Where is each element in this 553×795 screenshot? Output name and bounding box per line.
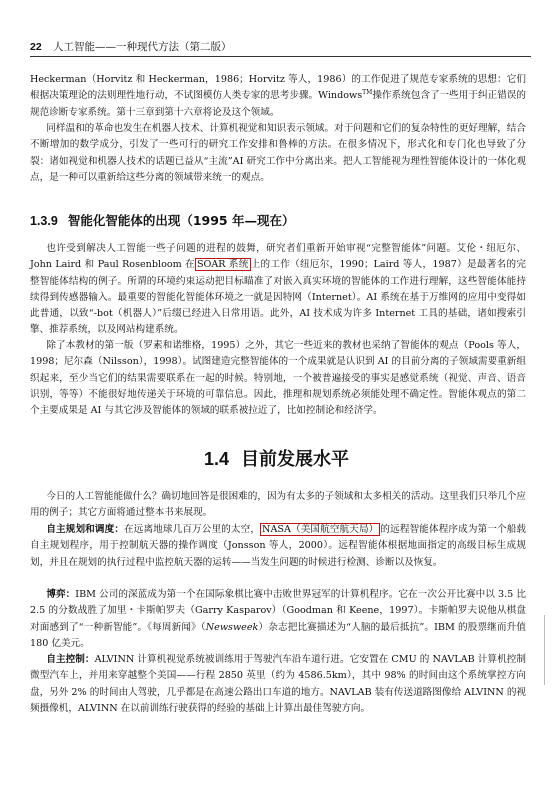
page-header (30, 40, 531, 57)
trademark-mark: TM (362, 89, 373, 97)
section-heading-1-4 (0, 445, 553, 471)
planning-label: 自主规划和调度： (46, 524, 125, 535)
section-title: 目前发展水平 (241, 449, 350, 470)
paragraph-heckerman (30, 72, 526, 121)
para8-text: ALVINN 计算机视觉系统被训练用于驾驶汽车沿车道行进。它安置在 CMU 的 NAVLAB 计算机控制微型汽车上，并用来穿越整个美国——行程 2850 英里（约为 4586.5km），其中 98% 的时间由这个系统掌控方向盘，另外 2% 的时间由人驾驶，几乎都是在高速公路出口车道的地方。NAVLAB 装有传送道路图像给 ALVINN 的视频摄像机，ALVINN 在以前训练行驶获得的经验的基础上计算出最佳驾驶方向。 (30, 654, 527, 714)
section-title: 智能化智能体的出现（1995 年—现在） (67, 213, 295, 228)
soar-highlight-box: SOAR 系统 (196, 259, 249, 271)
para3-text-b: 上的工作（纽厄尔，1990；Laird 等人，1987）是最著名的完整智能体结构的例子。所谓的环境约束运动把目标瞄准了对嵌入真实环境的智能体的工作进行理解，这些智能体能持续得到传感器输入。最重要的智能化智能体环境之一就是因特网（Internet）。AI 系统在基于万维网的应用中变得如此普通，以致“-bot（机器人）”后缀已经进入日常用语。此外，AI 技术成为许多 Internet 工具的基础，诸如搜索引擎、推荐系统，以及网站构建系统。 (30, 259, 526, 336)
book-title: 人工智能——一种现代方法（第二版） (53, 41, 232, 53)
newsweek-italic: Newsweek (205, 621, 259, 633)
page-number: 22 (30, 41, 42, 53)
nasa-highlight-box: NASA（美国航空航天局） (262, 524, 379, 535)
para1-text-b: 操作系统包含了一些用于纠正错误的规范诊断专家系统。第十三章到第十六章将论及这个领域。 (30, 90, 526, 118)
paragraph-intelligent-agents (30, 241, 526, 339)
paragraph-games (30, 587, 526, 652)
para7-text-b: ）杂志把比赛描述为“人脑的最后抵抗”。IBM 的股票继而升值 180 亿美元。 (30, 621, 526, 649)
section-heading-1-3-9 (30, 211, 294, 229)
paragraph-today: 今日的人工智能能做什么？确切地回答是很困难的，因为有太多的子领域和太多相关的活动。这里我们只举几个应用的例子；其它方面将通过整本书来展现。 (30, 491, 526, 519)
para1-text-a: Heckerman（Horvitz 和 Heckerman，1986；Horvitz 等人，1986）的工作促进了规范专家系统的思想：它们根据决策理论的法则理性地行动，不试图模仿人类专家的思考步骤。Windows (30, 74, 526, 102)
section-number: 1.3.9 (30, 214, 58, 228)
paragraph-planning (30, 522, 526, 571)
paragraph-control (30, 652, 526, 717)
games-label: 博弈： (46, 589, 76, 600)
section-number: 1.4 (203, 449, 230, 469)
scan-edge-line (544, 615, 545, 685)
para3-text-a: 也许受到解决人工智能一些子问题的进程的鼓舞，研究者们重新开始审视“完整智能体”问题。艾伦・纽厄尔、John Laird 和 Paul Rosenbloom 在 (30, 243, 526, 271)
control-label: 自主控制： (46, 654, 95, 665)
para6-text-b: 的远程智能体程序成为第一个船载自主规划程序，用于控制航天器的操作调度（Jonsson 等人，2000）。远程智能体根据地面指定的高级目标生成规划，并且在规划的执行过程中监控航天器的运转——当发生问题的时候进行检测、诊断以及恢复。 (30, 524, 527, 568)
para6-text-a: 在远离地球几百万公里的太空， (124, 524, 261, 535)
paragraph-revolution: 同样温和的革命也发生在机器人技术、计算机视觉和知识表示领域。对于问题和它们的复杂特性的更好理解，结合不断增加的数学成分，引发了一些可行的研究工作安排和鲁棒的方法。在很多情况下，形式化和专门化也导致了分裂：诸如视觉和机器人技术的话题已益从“主流”AI 研究工作中分离出来。把人工智能视为理性智能体设计的一体化观点，是一种可以重新给这些分离的领域带来统一的观点。 (30, 123, 526, 183)
paragraph-textbook: 除了本教材的第一版（罗素和诺维格，1995）之外，其它一些近来的教材也采纳了智能体的观点（Pools 等人，1998；尼尔森（Nilsson），1998）。试图建造完整智能体的一个成果就是认识到 AI 的目前分离的子领域需要重新组织起来，至少当它们的结果需要联系在一起的时候。特别地，一个被普遍接受的事实是感觉系统（视觉、声音、语音识别，等等）不能很好地传递关于环境的可靠信息。因此，推理和规划系统必须能处理不确定性。智能体观点的第二个主要成果是 AI 与其它涉及智能体的领域的联系被拉近了，比如控制论和经济学。 (30, 340, 526, 417)
para7-text-a: IBM 公司的深蓝成为第一个在国际象棋比赛中击败世界冠军的计算机程序。它在一次公开比赛中以 3.5 比 2.5 的分数战胜了加里・卡斯帕罗夫（Garry Kasparov）（Goodman 和 Keene，1997）。卡斯帕罗夫说他从棋盘对面感到了“一种新智能”。《每周新闻》（ (30, 589, 526, 633)
